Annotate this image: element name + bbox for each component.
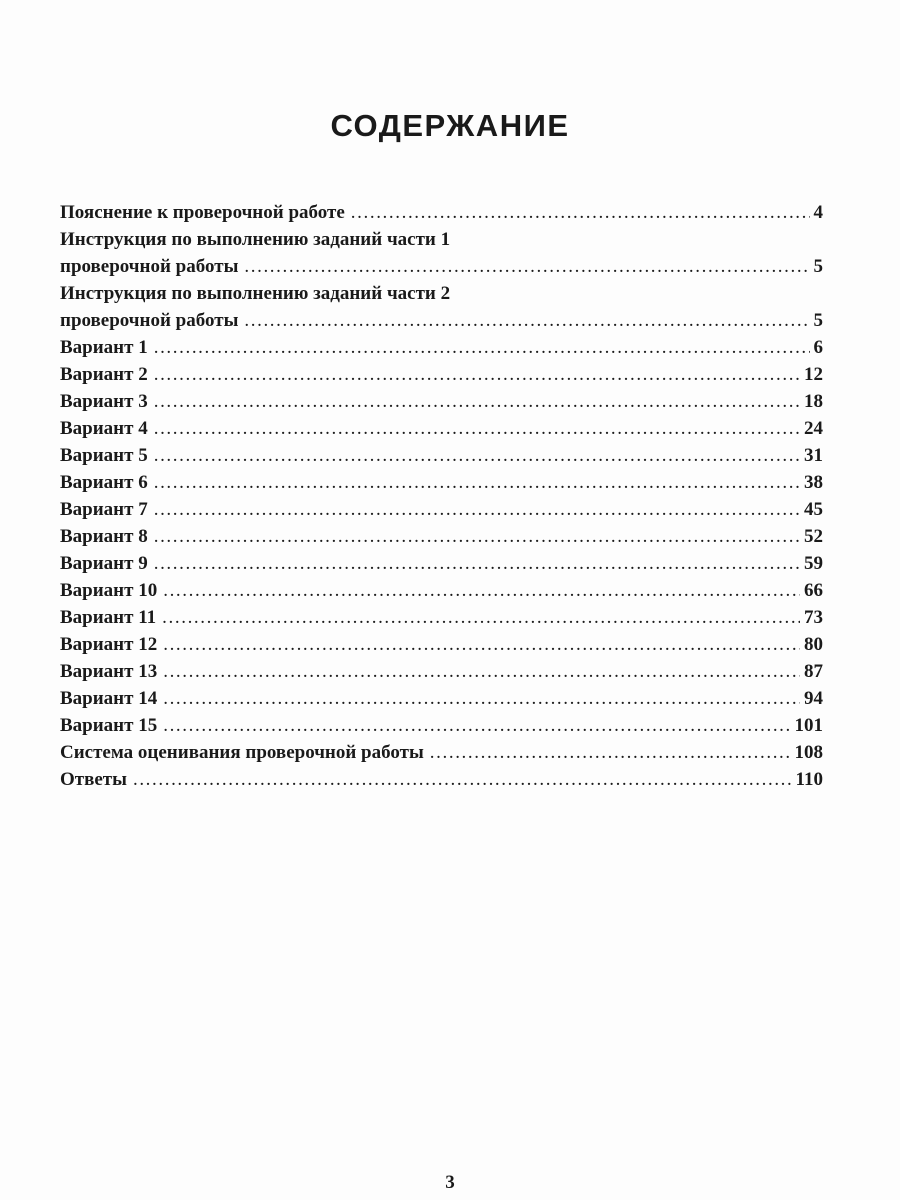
toc-entry-line	[60, 712, 823, 739]
dot-leader	[154, 469, 800, 496]
toc-page-number: 45	[804, 499, 823, 520]
dot-leader	[154, 496, 800, 523]
toc-entry-line	[60, 496, 823, 523]
dot-leader	[154, 334, 810, 361]
toc-entry	[60, 739, 823, 766]
toc-entry-line	[60, 685, 823, 712]
toc-entry-line	[60, 334, 823, 361]
toc-entry-title: Инструкция по выполнению заданий части 2	[60, 283, 451, 304]
toc-entry	[60, 685, 823, 712]
toc-page-number: 31	[804, 445, 823, 466]
toc-entry-line	[60, 550, 823, 577]
toc-entry-line	[60, 226, 823, 253]
toc-entry	[60, 280, 823, 334]
toc-entry-line	[60, 523, 823, 550]
toc-entry	[60, 658, 823, 685]
dot-leader	[163, 577, 800, 604]
toc-page-number: 101	[794, 715, 823, 736]
toc-page-number: 66	[804, 580, 823, 601]
toc-entry-line	[60, 388, 823, 415]
toc-page-number: 110	[795, 769, 823, 790]
page-title: СОДЕРЖАНИЕ	[330, 108, 570, 143]
toc-page-number: 24	[804, 418, 823, 439]
toc-entry	[60, 199, 823, 226]
dot-leader	[163, 658, 800, 685]
toc-entry-line	[60, 631, 823, 658]
toc-entry	[60, 577, 823, 604]
toc-entry-title: Вариант 14	[60, 688, 158, 709]
toc-page-number: 94	[804, 688, 823, 709]
toc-entry-line	[60, 766, 823, 793]
toc-entry	[60, 361, 823, 388]
page-number: 3	[445, 1172, 455, 1193]
toc-entry	[60, 334, 823, 361]
dot-leader	[244, 307, 809, 334]
toc-entry-line	[60, 604, 823, 631]
dot-leader	[154, 442, 800, 469]
toc-entry-title: проверочной работы	[60, 310, 239, 331]
dot-leader	[351, 199, 810, 226]
toc-entry-title: Система оценивания проверочной работы	[60, 742, 424, 763]
toc-entry-title: Ответы	[60, 769, 127, 790]
toc-entry-line	[60, 442, 823, 469]
toc-entry-title: Вариант 12	[60, 634, 158, 655]
toc-entry-line	[60, 361, 823, 388]
toc-entry-title: Вариант 2	[60, 364, 148, 385]
toc-page-number: 18	[804, 391, 823, 412]
toc-entry-title: Вариант 4	[60, 418, 148, 439]
toc-page-number: 5	[813, 310, 823, 331]
toc-entry-title: Вариант 11	[60, 607, 157, 628]
toc-entry-title: Пояснение к проверочной работе	[60, 202, 345, 223]
dot-leader	[133, 766, 792, 793]
toc-entry	[60, 550, 823, 577]
toc-entry-line	[60, 307, 823, 334]
dot-leader	[430, 739, 791, 766]
toc-page-number: 59	[804, 553, 823, 574]
toc-entry-line	[60, 577, 823, 604]
toc-page-number: 5	[813, 256, 823, 277]
toc-entry	[60, 388, 823, 415]
toc-page-number: 87	[804, 661, 823, 682]
toc-entry-line	[60, 253, 823, 280]
toc-page-number: 73	[804, 607, 823, 628]
toc-page-number: 12	[804, 364, 823, 385]
toc-entry-title: Вариант 1	[60, 337, 148, 358]
toc-entry	[60, 712, 823, 739]
toc-page-number: 52	[804, 526, 823, 547]
toc-entry	[60, 415, 823, 442]
toc-entry-title: Инструкция по выполнению заданий части 1	[60, 229, 451, 250]
toc-entry-title: Вариант 8	[60, 526, 148, 547]
toc-entry-line	[60, 658, 823, 685]
toc-entry	[60, 442, 823, 469]
toc-page-number: 6	[813, 337, 823, 358]
dot-leader	[154, 361, 800, 388]
toc-entry-title: Вариант 6	[60, 472, 148, 493]
toc-entry-line	[60, 280, 823, 307]
toc-entry-line	[60, 739, 823, 766]
toc-entry	[60, 226, 823, 280]
toc-entry-title: Вариант 5	[60, 445, 148, 466]
dot-leader	[163, 712, 790, 739]
toc-page-number: 80	[804, 634, 823, 655]
toc-entry-title: Вариант 3	[60, 391, 148, 412]
toc-entry	[60, 523, 823, 550]
dot-leader	[244, 253, 809, 280]
dot-leader	[162, 604, 800, 631]
toc-entry-title: Вариант 15	[60, 715, 158, 736]
toc-entry-line	[60, 415, 823, 442]
dot-leader	[154, 415, 800, 442]
toc-entry-title: проверочной работы	[60, 256, 239, 277]
toc-entry-title: Вариант 13	[60, 661, 158, 682]
dot-leader	[154, 388, 800, 415]
dot-leader	[154, 550, 800, 577]
toc-entry	[60, 766, 823, 793]
toc-page-number: 108	[794, 742, 823, 763]
toc-entry-line	[60, 199, 823, 226]
toc-page-number: 38	[804, 472, 823, 493]
toc-entry	[60, 469, 823, 496]
dot-leader	[163, 631, 800, 658]
toc-entry	[60, 631, 823, 658]
toc-entry	[60, 496, 823, 523]
toc-entry	[60, 604, 823, 631]
toc-entry-title: Вариант 9	[60, 553, 148, 574]
dot-leader	[154, 523, 800, 550]
dot-leader	[163, 685, 800, 712]
toc-entry-line	[60, 469, 823, 496]
toc-page-number: 4	[813, 202, 823, 223]
toc-entry-title: Вариант 10	[60, 580, 158, 601]
table-of-contents	[60, 199, 823, 793]
toc-entry-title: Вариант 7	[60, 499, 148, 520]
